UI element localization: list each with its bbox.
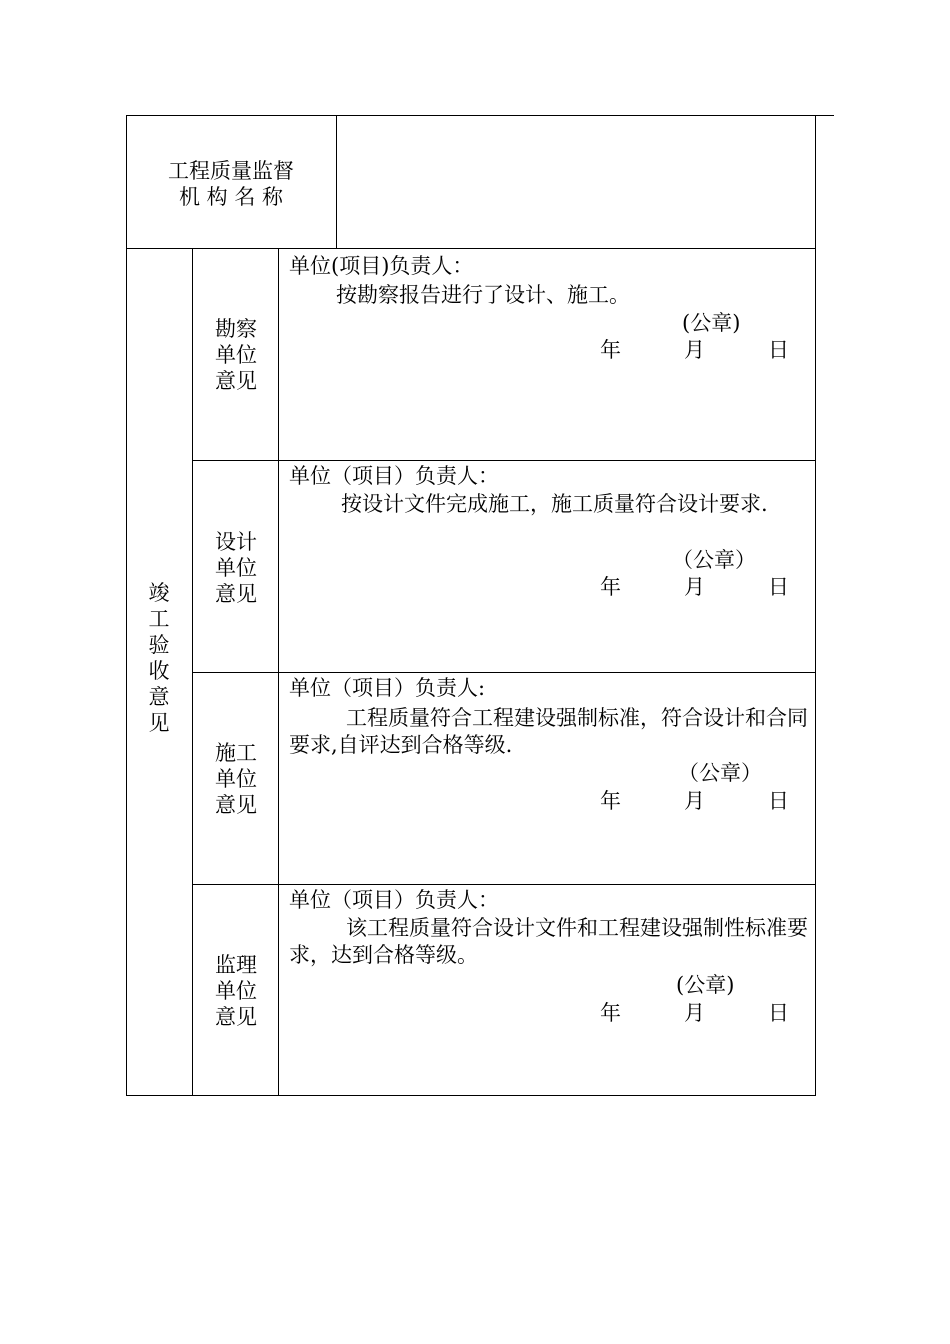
design-seal: （公章） [672, 548, 756, 572]
construction-heading: 单位（项目）负责人: [289, 676, 486, 700]
design-year: 年 [600, 575, 621, 599]
construction-month: 月 [684, 789, 705, 813]
design-unit-label: 设计单位意见 [215, 530, 257, 606]
supervision-unit-label: 监理单位意见 [215, 953, 257, 1029]
supervision-seal: (公章) [676, 973, 735, 997]
survey-day: 日 [768, 338, 789, 362]
survey-seal: (公章) [682, 311, 741, 335]
survey-unit-label: 勘察单位意见 [215, 317, 257, 393]
supervision-label-line1: 工程质量监督 [168, 159, 294, 183]
supervision-label-line2: 机 构 名 称 [178, 185, 284, 209]
construction-year: 年 [600, 789, 621, 813]
construction-seal: （公章） [678, 761, 762, 785]
supervision-year: 年 [600, 1001, 621, 1025]
design-heading: 单位（项目）负责人： [289, 464, 499, 488]
supervision-body: 该工程质量符合设计文件和工程建设强制性标准要求，达到合格等级。 [289, 916, 808, 967]
construction-day: 日 [768, 789, 789, 813]
design-day: 日 [768, 575, 789, 599]
completion-acceptance-label: 竣工验收意见 [148, 581, 170, 735]
design-body: 按设计文件完成施工，施工质量符合设计要求. [341, 492, 768, 516]
survey-heading: 单位(项目)负责人： [289, 254, 474, 278]
survey-month: 月 [684, 338, 705, 362]
construction-unit-label: 施工单位意见 [215, 741, 257, 817]
design-month: 月 [684, 575, 705, 599]
supervision-heading: 单位（项目）负责人： [289, 888, 499, 912]
construction-body: 工程质量符合工程建设强制标准，符合设计和合同要求,自评达到合格等级. [289, 706, 808, 757]
survey-year: 年 [600, 338, 621, 362]
supervision-month: 月 [684, 1001, 705, 1025]
survey-body: 按勘察报告进行了设计、施工。 [336, 283, 630, 307]
supervision-day: 日 [768, 1001, 789, 1025]
